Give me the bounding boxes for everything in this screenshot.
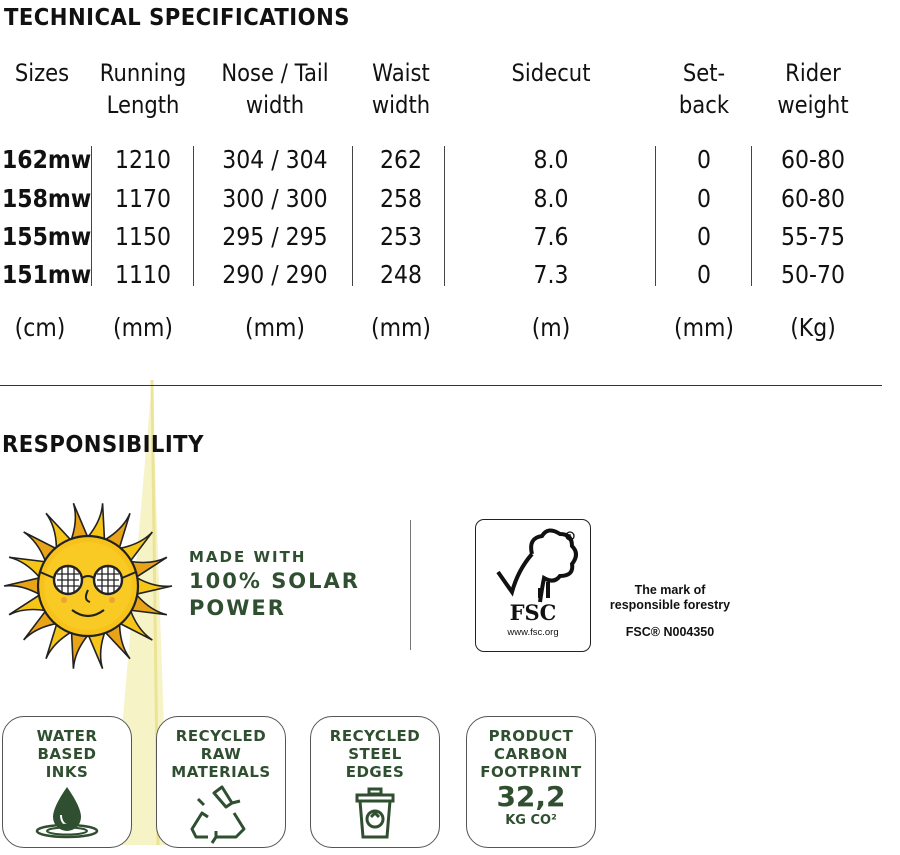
sun-ray xyxy=(89,633,105,668)
badge-recycled-raw-materials xyxy=(156,716,286,848)
fsc-mark-line2: responsible forestry xyxy=(609,598,731,612)
table-cell: 60-80 xyxy=(781,184,845,213)
badge-water-based-inks xyxy=(2,716,132,848)
table-cell: 0 xyxy=(697,222,711,251)
fsc-logo xyxy=(475,519,591,652)
separator-waist xyxy=(444,146,445,286)
separator-setback xyxy=(751,146,752,286)
table-cell: 1110 xyxy=(115,260,171,289)
unit-label: (m) xyxy=(531,313,571,342)
table-cell: 248 xyxy=(380,260,422,289)
sun-ray xyxy=(4,578,39,594)
svg-text:R: R xyxy=(568,534,572,540)
sun-ray xyxy=(72,633,88,668)
table-cell: 8.0 xyxy=(533,184,569,213)
fsc-mark-line1: The mark of xyxy=(634,583,706,597)
fsc-logo-text: FSC xyxy=(509,600,557,625)
recycle-bin-icon xyxy=(345,783,405,843)
table-cell: 258 xyxy=(380,184,422,213)
separator-length xyxy=(193,146,194,286)
table-cell: 55-75 xyxy=(781,222,845,251)
badge-water-text: WATER BASED INKS xyxy=(36,727,98,781)
column-header: Set- back xyxy=(678,59,730,119)
table-cell: 0 xyxy=(697,184,711,213)
unit-label: (mm) xyxy=(244,313,306,342)
table-cell: 50-70 xyxy=(781,260,845,289)
separator-size xyxy=(91,146,92,286)
responsibility-heading: RESPONSIBILITY xyxy=(2,432,204,458)
fsc-code: FSC® N004350 xyxy=(625,625,715,639)
table-cell: 290 / 290 xyxy=(222,260,328,289)
column-header: Waist width xyxy=(371,59,431,119)
unit-label: (mm) xyxy=(112,313,174,342)
table-cell: 7.6 xyxy=(533,222,569,251)
table-cell: 304 / 304 xyxy=(222,145,328,174)
column-header: Sidecut xyxy=(511,59,591,87)
unit-label: (mm) xyxy=(673,313,735,342)
table-cell: 8.0 xyxy=(533,145,569,174)
fsc-tree-icon xyxy=(488,528,578,606)
solar-line2: 100% SOLAR xyxy=(189,569,360,593)
separator-sidecut xyxy=(655,146,656,286)
table-cell: 7.3 xyxy=(533,260,569,289)
recycle-icon xyxy=(186,783,256,845)
badge-recycled-steel-edges xyxy=(310,716,440,848)
responsibility-separator xyxy=(410,520,411,650)
unit-label: (mm) xyxy=(370,313,432,342)
column-header: Sizes xyxy=(14,59,70,87)
table-cell: 0 xyxy=(697,260,711,289)
sun-ray xyxy=(89,503,105,538)
table-cell: 295 / 295 xyxy=(222,222,328,251)
table-cell: 0 xyxy=(697,145,711,174)
table-cell: 60-80 xyxy=(781,145,845,174)
badge-steel-text: RECYCLED STEEL EDGES xyxy=(329,727,421,781)
specs-heading: TECHNICAL SPECIFICATIONS xyxy=(4,5,350,31)
carbon-unit: KG CO² xyxy=(505,813,557,828)
sun-ray xyxy=(137,578,172,594)
size-label: 151mw xyxy=(2,260,92,289)
water-drop-icon xyxy=(27,781,107,841)
column-header: Rider weight xyxy=(777,59,849,119)
carbon-value: 32,2 xyxy=(496,780,566,813)
table-cell: 253 xyxy=(380,222,422,251)
badge-raw-text: RECYCLED RAW MATERIALS xyxy=(171,727,271,781)
sun-icon xyxy=(2,500,174,672)
sun-ray xyxy=(72,503,88,538)
solar-line3: POWER xyxy=(189,596,286,620)
badge-carbon-text: PRODUCT CARBON FOOTPRINT xyxy=(480,727,582,781)
column-header: Running Length xyxy=(99,59,187,119)
table-cell: 1150 xyxy=(115,222,171,251)
size-label: 158mw xyxy=(2,184,92,213)
table-cell: 1170 xyxy=(115,184,171,213)
solar-line1: MADE WITH xyxy=(189,548,307,566)
column-header: Nose / Tail width xyxy=(221,59,329,119)
table-cell: 300 / 300 xyxy=(222,184,328,213)
separator-nosetail xyxy=(352,146,353,286)
section-divider xyxy=(0,385,882,386)
badge-carbon-footprint xyxy=(466,716,596,848)
solar-power-text xyxy=(189,546,360,622)
fsc-url: www.fsc.org xyxy=(507,627,559,638)
size-label: 162mw xyxy=(2,145,92,174)
unit-label: (Kg) xyxy=(790,313,836,342)
table-cell: 1210 xyxy=(115,145,171,174)
table-cell: 262 xyxy=(380,145,422,174)
size-label: 155mw xyxy=(2,222,92,251)
unit-label: (cm) xyxy=(14,313,66,342)
